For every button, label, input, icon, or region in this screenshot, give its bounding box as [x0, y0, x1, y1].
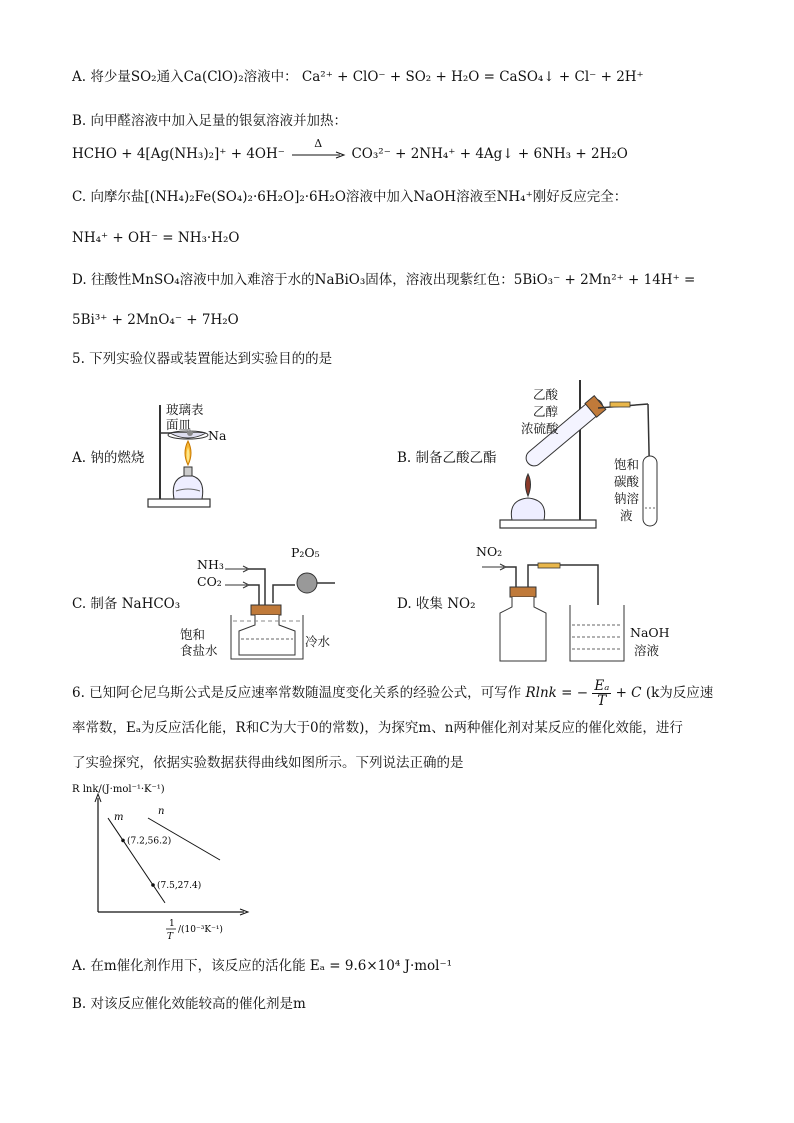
option-b-equation: [72, 137, 628, 163]
x-label-num: 1: [169, 919, 175, 929]
option-c-text: 向摩尔盐[(NH₄)₂Fe(SO₄)₂·6H₂O]₂·6H₂O溶液中加入NaOH溶液至NH₄⁺刚好反应完全：: [90, 189, 628, 205]
watch-glass-label-2: 面皿: [166, 417, 192, 432]
formula-lhs: Rlnk = −: [525, 685, 589, 701]
solution-d-label: 溶液: [634, 643, 660, 658]
series-m-label: m: [114, 812, 124, 824]
ester-prep-apparatus: [498, 378, 678, 533]
option-d-equation-2: 5Bi³⁺ + 2MnO₄⁻ + 7H₂O: [72, 312, 239, 328]
q5-c-label: C. 制备 NaHCO₃: [72, 596, 181, 612]
option-a-label: A.: [72, 69, 87, 85]
p2o5-label: P₂O₅: [291, 545, 320, 560]
x-label-unit: /(10⁻³K⁻¹): [178, 925, 223, 935]
option-b-eq-left: HCHO + 4[Ag(NH₃)₂]⁺ + 4OH⁻: [72, 146, 285, 162]
co2-label: CO₂: [197, 574, 222, 589]
option-d-label: D.: [72, 272, 87, 288]
option-b-label: B.: [72, 113, 87, 129]
q6-option-b: B. 对该反应催化效能较高的催化剂是m: [72, 996, 306, 1012]
q6-line-1b: (k为反应速: [645, 685, 714, 701]
option-b-text: 向甲醛溶液中加入足量的银氨溶液并加热：: [90, 113, 348, 129]
formula-fraction: [592, 679, 611, 708]
option-d-text: 往酸性MnSO₄溶液中加入难溶于水的NaBiO₃固体，溶液出现紫红色：5BiO₃⁻ + 2Mn²⁺ + 14H⁺ =: [90, 272, 696, 288]
option-a-equation: Ca²⁺ + ClO⁻ + SO₂ + H₂O = CaSO₄↓ + Cl⁻ + 2H⁺: [301, 69, 644, 85]
option-c-equation: NH₄⁺ + OH⁻ = NH₃·H₂O: [72, 230, 240, 246]
heat-condition: Δ: [314, 137, 323, 150]
q6-line-1a: 6. 已知阿仑尼乌斯公式是反应速率常数随温度变化关系的经验公式，可写作: [72, 685, 522, 701]
no2-label: NO₂: [476, 544, 503, 559]
x-label-den: T: [167, 932, 174, 942]
option-b-eq-right: CO₃²⁻ + 2NH₄⁺ + 4Ag↓ + 6NH₃ + 2H₂O: [351, 146, 628, 162]
q5-a-label: A. 钠的燃烧: [72, 450, 145, 466]
option-a-text: 将少量SO₂通入Ca(ClO)₂溶液中：: [90, 69, 298, 85]
saturated-label: 饱和: [614, 457, 640, 472]
sulfuric-acid-label: 浓硫酸: [521, 421, 559, 436]
option-b: [72, 112, 347, 130]
option-c: [72, 188, 627, 206]
q5-d-label: D. 收集 NO₂: [397, 596, 476, 612]
point-label-m-0: (7.2,56.2): [127, 836, 172, 847]
option-a: [72, 68, 644, 86]
point-label-m-1: (7.5,27.4): [157, 881, 202, 892]
reaction-arrow: [289, 137, 347, 163]
brine-label-2: 食盐水: [180, 643, 218, 658]
sodium-sol-label: 钠溶: [614, 491, 640, 506]
q6-line-1: [72, 679, 713, 708]
cold-water-label: 冷水: [305, 634, 331, 649]
y-axis-label: R lnk/(J·mol⁻¹·K⁻¹): [72, 784, 165, 795]
formula-rhs: + C: [615, 685, 642, 701]
formula-numerator: Eₐ: [594, 678, 610, 694]
brine-label: 饱和: [180, 627, 206, 642]
q6-option-a: A. 在m催化剂作用下，该反应的活化能 Eₐ = 9.6×10⁴ J·mol⁻¹: [72, 958, 453, 974]
arrhenius-chart: [68, 778, 268, 948]
point-m-1: [151, 883, 155, 887]
formula-denominator: T: [597, 693, 607, 709]
q6-line-2: 率常数，Eₐ为反应活化能，R和C为大于0的常数)，为探究m、n两种催化剂对某反应的催化效能，进行: [72, 720, 683, 736]
solution-label: 液: [620, 508, 633, 523]
series-n-label: n: [158, 806, 165, 817]
q6-line-3: 了实验探究，依据实验数据获得曲线如图所示。下列说法正确的是: [72, 755, 464, 771]
point-m-0: [121, 839, 125, 843]
carbonate-label: 碳酸: [614, 474, 640, 489]
sodium-label: Na: [208, 428, 227, 443]
option-c-label: C.: [72, 189, 87, 205]
acetic-acid-label: 乙酸: [533, 387, 559, 402]
option-d: [72, 271, 695, 289]
naoh-label: NaOH: [630, 625, 670, 640]
q5-stem: 5. 下列实验仪器或装置能达到实验目的的是: [72, 351, 333, 367]
q5-b-label: B. 制备乙酸乙酯: [397, 450, 497, 466]
no2-collect-apparatus: [478, 555, 638, 665]
watch-glass-label: 玻璃表: [166, 402, 204, 417]
nh3-label: NH₃: [197, 557, 224, 572]
ethanol-label: 乙醇: [533, 404, 559, 419]
